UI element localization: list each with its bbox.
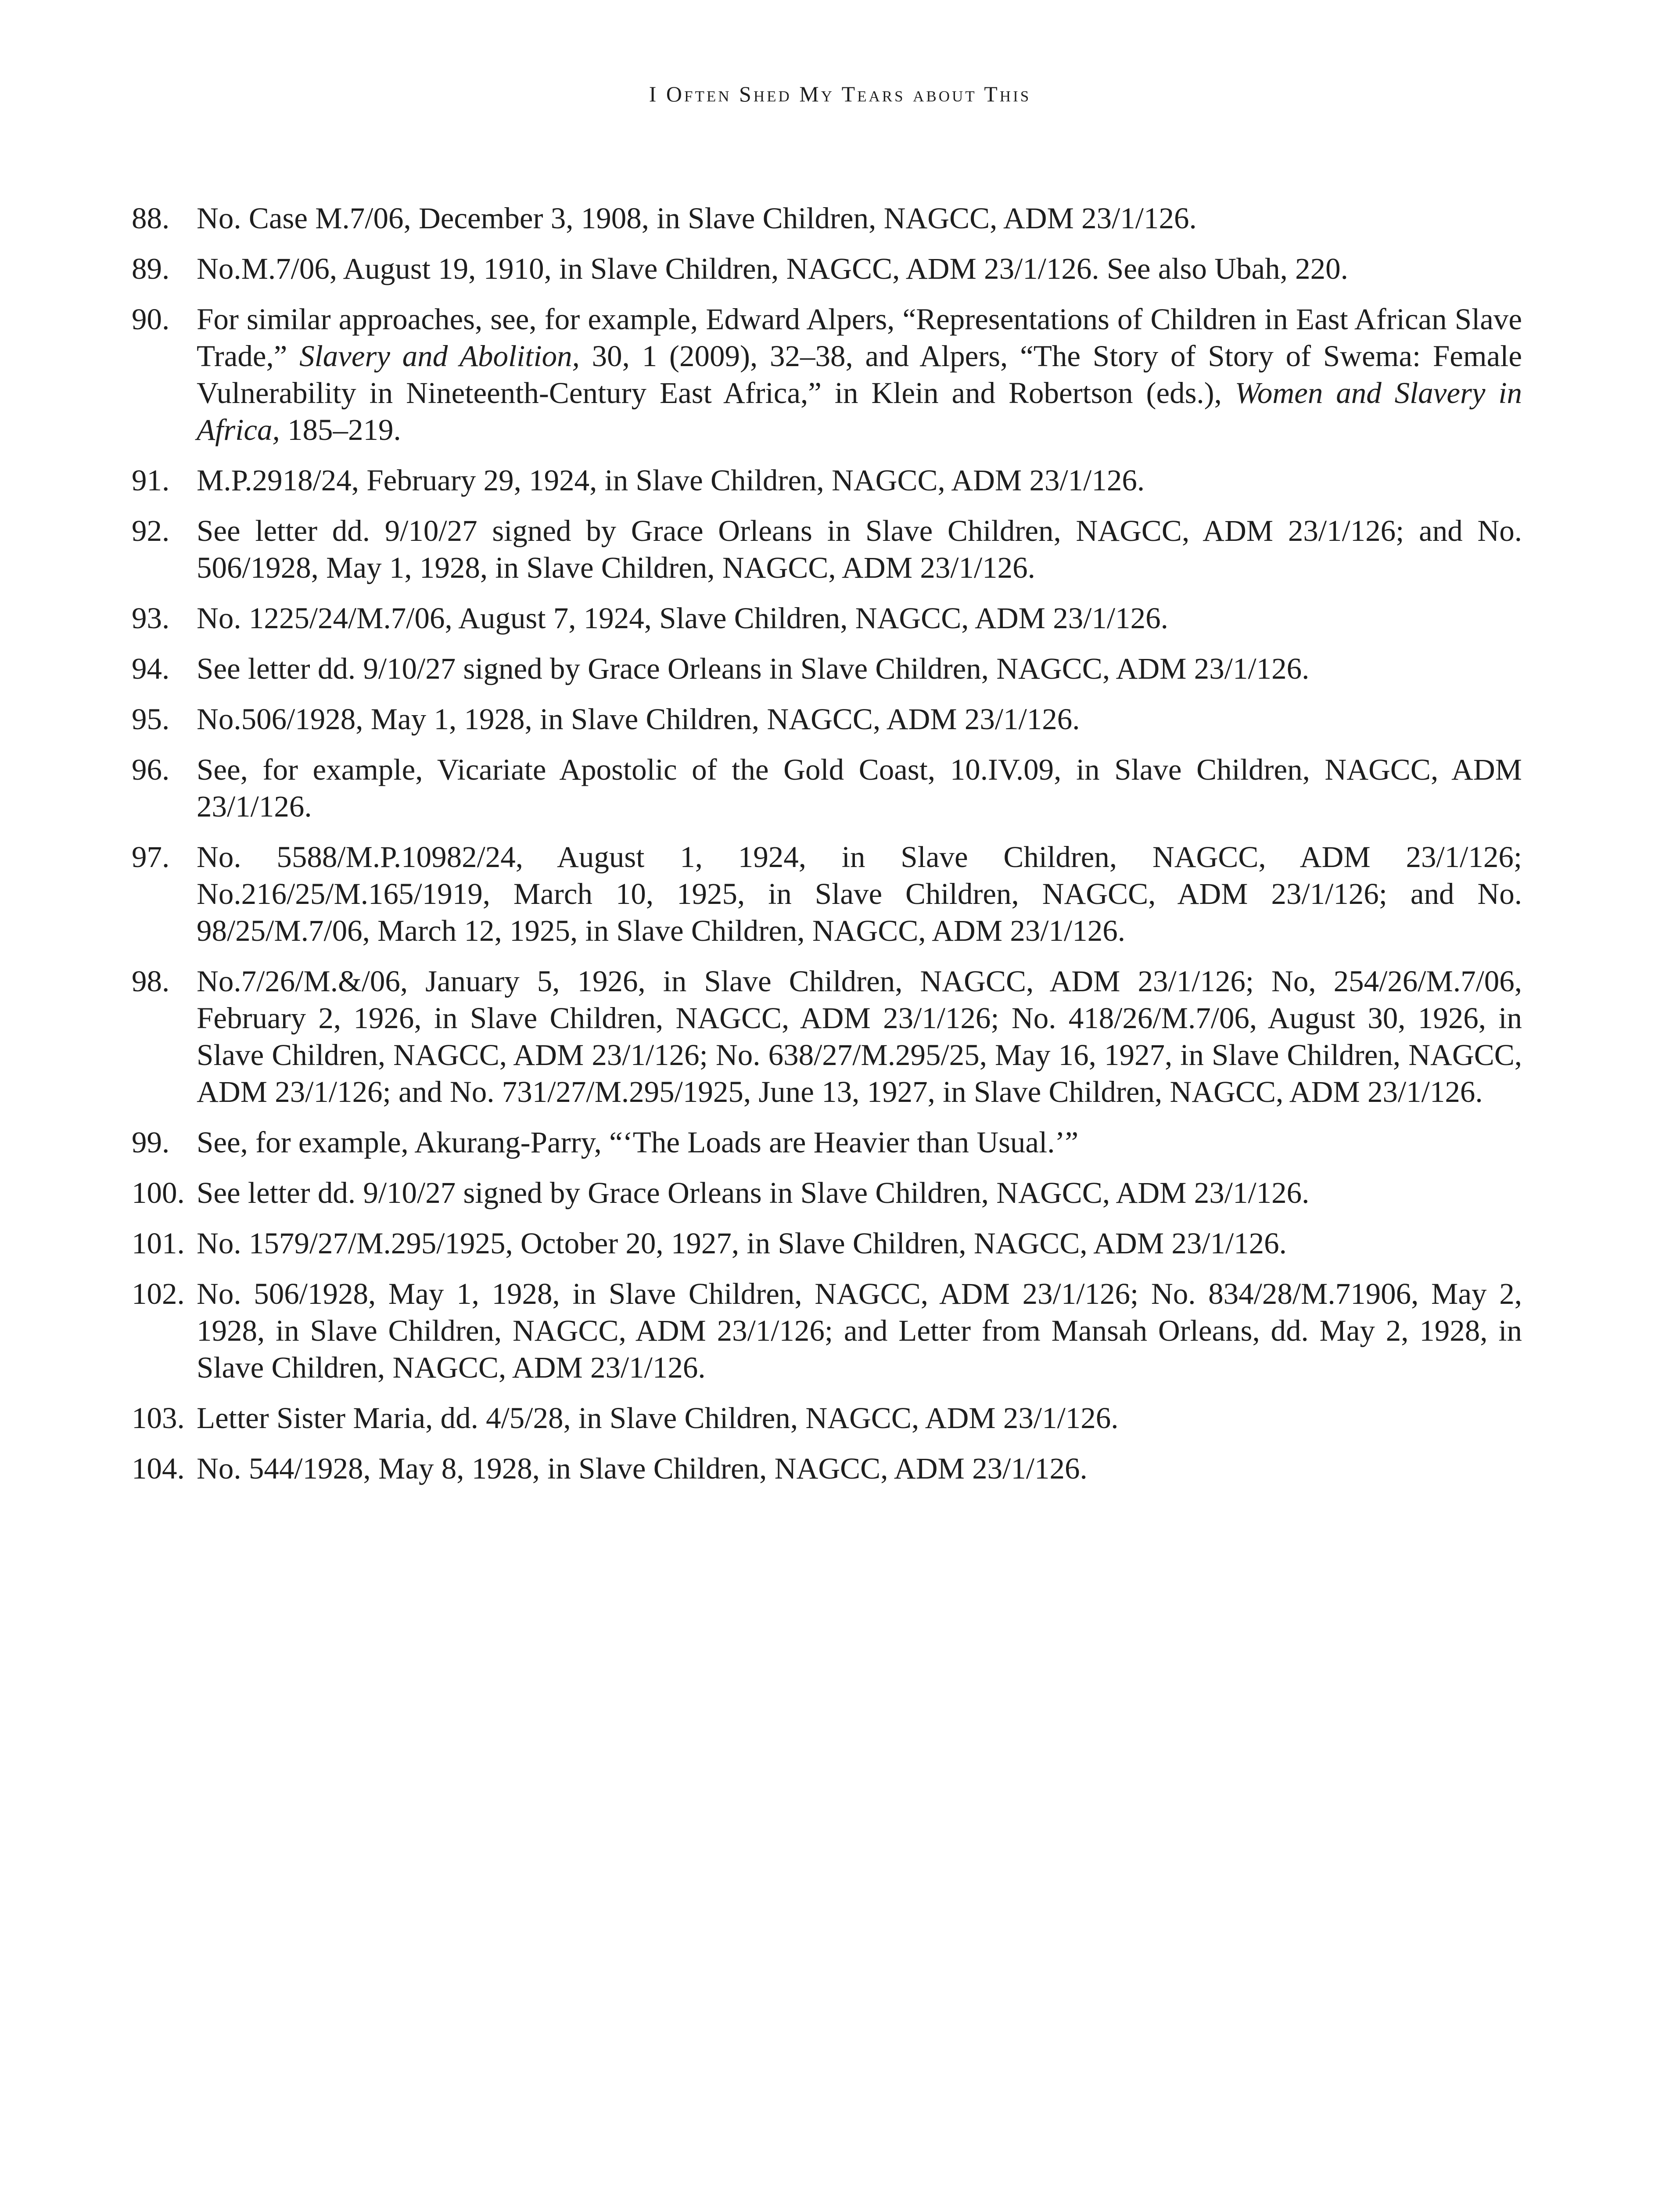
running-head: I Often Shed My Tears about This [649, 82, 1031, 106]
endnote [132, 200, 1522, 237]
endnote-number: 91. [132, 464, 170, 497]
endnote-number: 93. [132, 601, 170, 635]
endnote [132, 1450, 1522, 1487]
endnote [132, 963, 1522, 1110]
endnote-text [197, 200, 1522, 237]
endnotes-list [132, 200, 1522, 1501]
endnote-text-segment: No. 5588/M.P.10982/24, August 1, 1924, in Slave Children, NAGCC, ADM 23/1/126; No.216/25/M.165/1919, March 10, 1925, in Slave Children, NAGCC, ADM 23/1/126; and No. 98/25/M.7/06, March 12, 1925, in Slave Children, NAGCC, ADM 23/1/126. [197, 840, 1522, 947]
endnote-text-segment: See, for example, Akurang-Parry, “‘The Loads are Heavier than Usual.’” [197, 1126, 1079, 1159]
endnote [132, 600, 1522, 637]
endnote-text-segment: M.P.2918/24, February 29, 1924, in Slave Children, NAGCC, ADM 23/1/126. [197, 464, 1145, 497]
endnote-text-segment: See letter dd. 9/10/27 signed by Grace Orleans in Slave Children, NAGCC, ADM 23/1/126. [197, 1176, 1310, 1209]
endnote-text-segment: No.M.7/06, August 19, 1910, in Slave Children, NAGCC, ADM 23/1/126. See also Ubah, 220. [197, 252, 1348, 285]
italic-title: Women and Slavery in Africa, [197, 376, 1522, 446]
endnote [132, 512, 1522, 586]
endnote-text [197, 701, 1522, 738]
endnote-text-segment: No. Case M.7/06, December 3, 1908, in Slave Children, NAGCC, ADM 23/1/126. [197, 202, 1197, 235]
endnote [132, 701, 1522, 738]
endnote-number: 92. [132, 514, 170, 547]
endnote-text-segment: No.7/26/M.&/06, January 5, 1926, in Slave Children, NAGCC, ADM 23/1/126; No, 254/26/M.7/06, February 2, 1926, in Slave Children, NAGCC, ADM 23/1/126; No. 418/26/M.7/06, August 30, 1926, in Slave Children, NAGCC, ADM 23/1/126; No. 638/27/M.295/25, May 16, 1927, in Slave Children, NAGCC, ADM 23/1/126; and No. 731/27/M.295/1925, June 13, 1927, in Slave Children, NAGCC, ADM 23/1/126. [197, 964, 1522, 1108]
italic-title: Slavery and Abolition, [299, 339, 580, 373]
endnote-text-segment: Letter Sister Maria, dd. 4/5/28, in Slave Children, NAGCC, ADM 23/1/126. [197, 1401, 1119, 1435]
endnote-number: 103. [132, 1401, 185, 1435]
endnote-text [197, 1275, 1522, 1386]
endnote-text [197, 1124, 1522, 1161]
endnote-number: 101. [132, 1227, 185, 1260]
endnote-text [197, 1174, 1522, 1211]
endnote-text [197, 838, 1522, 949]
endnote [132, 301, 1522, 448]
endnote-text [197, 751, 1522, 825]
endnote-number: 100. [132, 1176, 185, 1209]
endnote-text [197, 1400, 1522, 1436]
endnote [132, 650, 1522, 687]
endnote-text-segment: No. 1225/24/M.7/06, August 7, 1924, Slave Children, NAGCC, ADM 23/1/126. [197, 601, 1168, 635]
endnote-text [197, 650, 1522, 687]
endnote-text-segment: No. 1579/27/M.295/1925, October 20, 1927, in Slave Children, NAGCC, ADM 23/1/126. [197, 1227, 1287, 1260]
endnote-text [197, 250, 1522, 287]
endnote [132, 838, 1522, 949]
endnote-number: 88. [132, 202, 170, 235]
endnote-text-segment: No. 506/1928, May 1, 1928, in Slave Children, NAGCC, ADM 23/1/126; No. 834/28/M.71906, May 2, 1928, in Slave Children, NAGCC, ADM 23/1/126; and Letter from Mansah Orleans, dd. May 2, 1928, in Slave Children, NAGCC, ADM 23/1/126. [197, 1277, 1522, 1384]
endnote-text-segment: 185–219. [280, 413, 401, 446]
endnote-text [197, 963, 1522, 1110]
endnote-number: 98. [132, 964, 170, 998]
endnote-text [197, 512, 1522, 586]
endnote-text [197, 600, 1522, 637]
endnote-number: 102. [132, 1277, 185, 1310]
endnote-text-segment: See letter dd. 9/10/27 signed by Grace Orleans in Slave Children, NAGCC, ADM 23/1/126. [197, 652, 1310, 685]
endnote-text-segment: No.506/1928, May 1, 1928, in Slave Children, NAGCC, ADM 23/1/126. [197, 702, 1080, 736]
endnote-text [197, 1450, 1522, 1487]
endnote-text-segment: No. 544/1928, May 8, 1928, in Slave Children, NAGCC, ADM 23/1/126. [197, 1452, 1088, 1485]
endnote-text-segment: See, for example, Vicariate Apostolic of the Gold Coast, 10.IV.09, in Slave Children, NAGCC, ADM 23/1/126. [197, 753, 1522, 823]
endnote [132, 1400, 1522, 1436]
endnote [132, 1174, 1522, 1211]
endnote-number: 97. [132, 840, 170, 874]
endnote-text-segment: For similar approaches, see, for example, Edward Alpers, “Representations of Children in East African Slave Trade,” [197, 302, 1522, 373]
endnote-number: 90. [132, 302, 170, 336]
endnote-text [197, 1225, 1522, 1262]
endnote [132, 1225, 1522, 1262]
endnote-number: 96. [132, 753, 170, 786]
endnote-number: 94. [132, 652, 170, 685]
endnote-text [197, 462, 1522, 499]
endnote [132, 751, 1522, 825]
endnote-number: 95. [132, 702, 170, 736]
endnote [132, 462, 1522, 499]
endnote-text-segment: 30, 1 (2009), 32–38, and Alpers, “The Story of Story of Swema: Female Vulnerability in Nineteenth-Century East Africa,” in Klein and Robertson (eds.), [197, 339, 1522, 410]
endnote [132, 1275, 1522, 1386]
endnote [132, 1124, 1522, 1161]
endnote [132, 250, 1522, 287]
endnote-text [197, 301, 1522, 448]
endnote-text-segment: See letter dd. 9/10/27 signed by Grace Orleans in Slave Children, NAGCC, ADM 23/1/126; and No. 506/1928, May 1, 1928, in Slave Children, NAGCC, ADM 23/1/126. [197, 514, 1522, 584]
endnote-number: 89. [132, 252, 170, 285]
endnote-number: 99. [132, 1126, 170, 1159]
endnote-number: 104. [132, 1452, 185, 1485]
